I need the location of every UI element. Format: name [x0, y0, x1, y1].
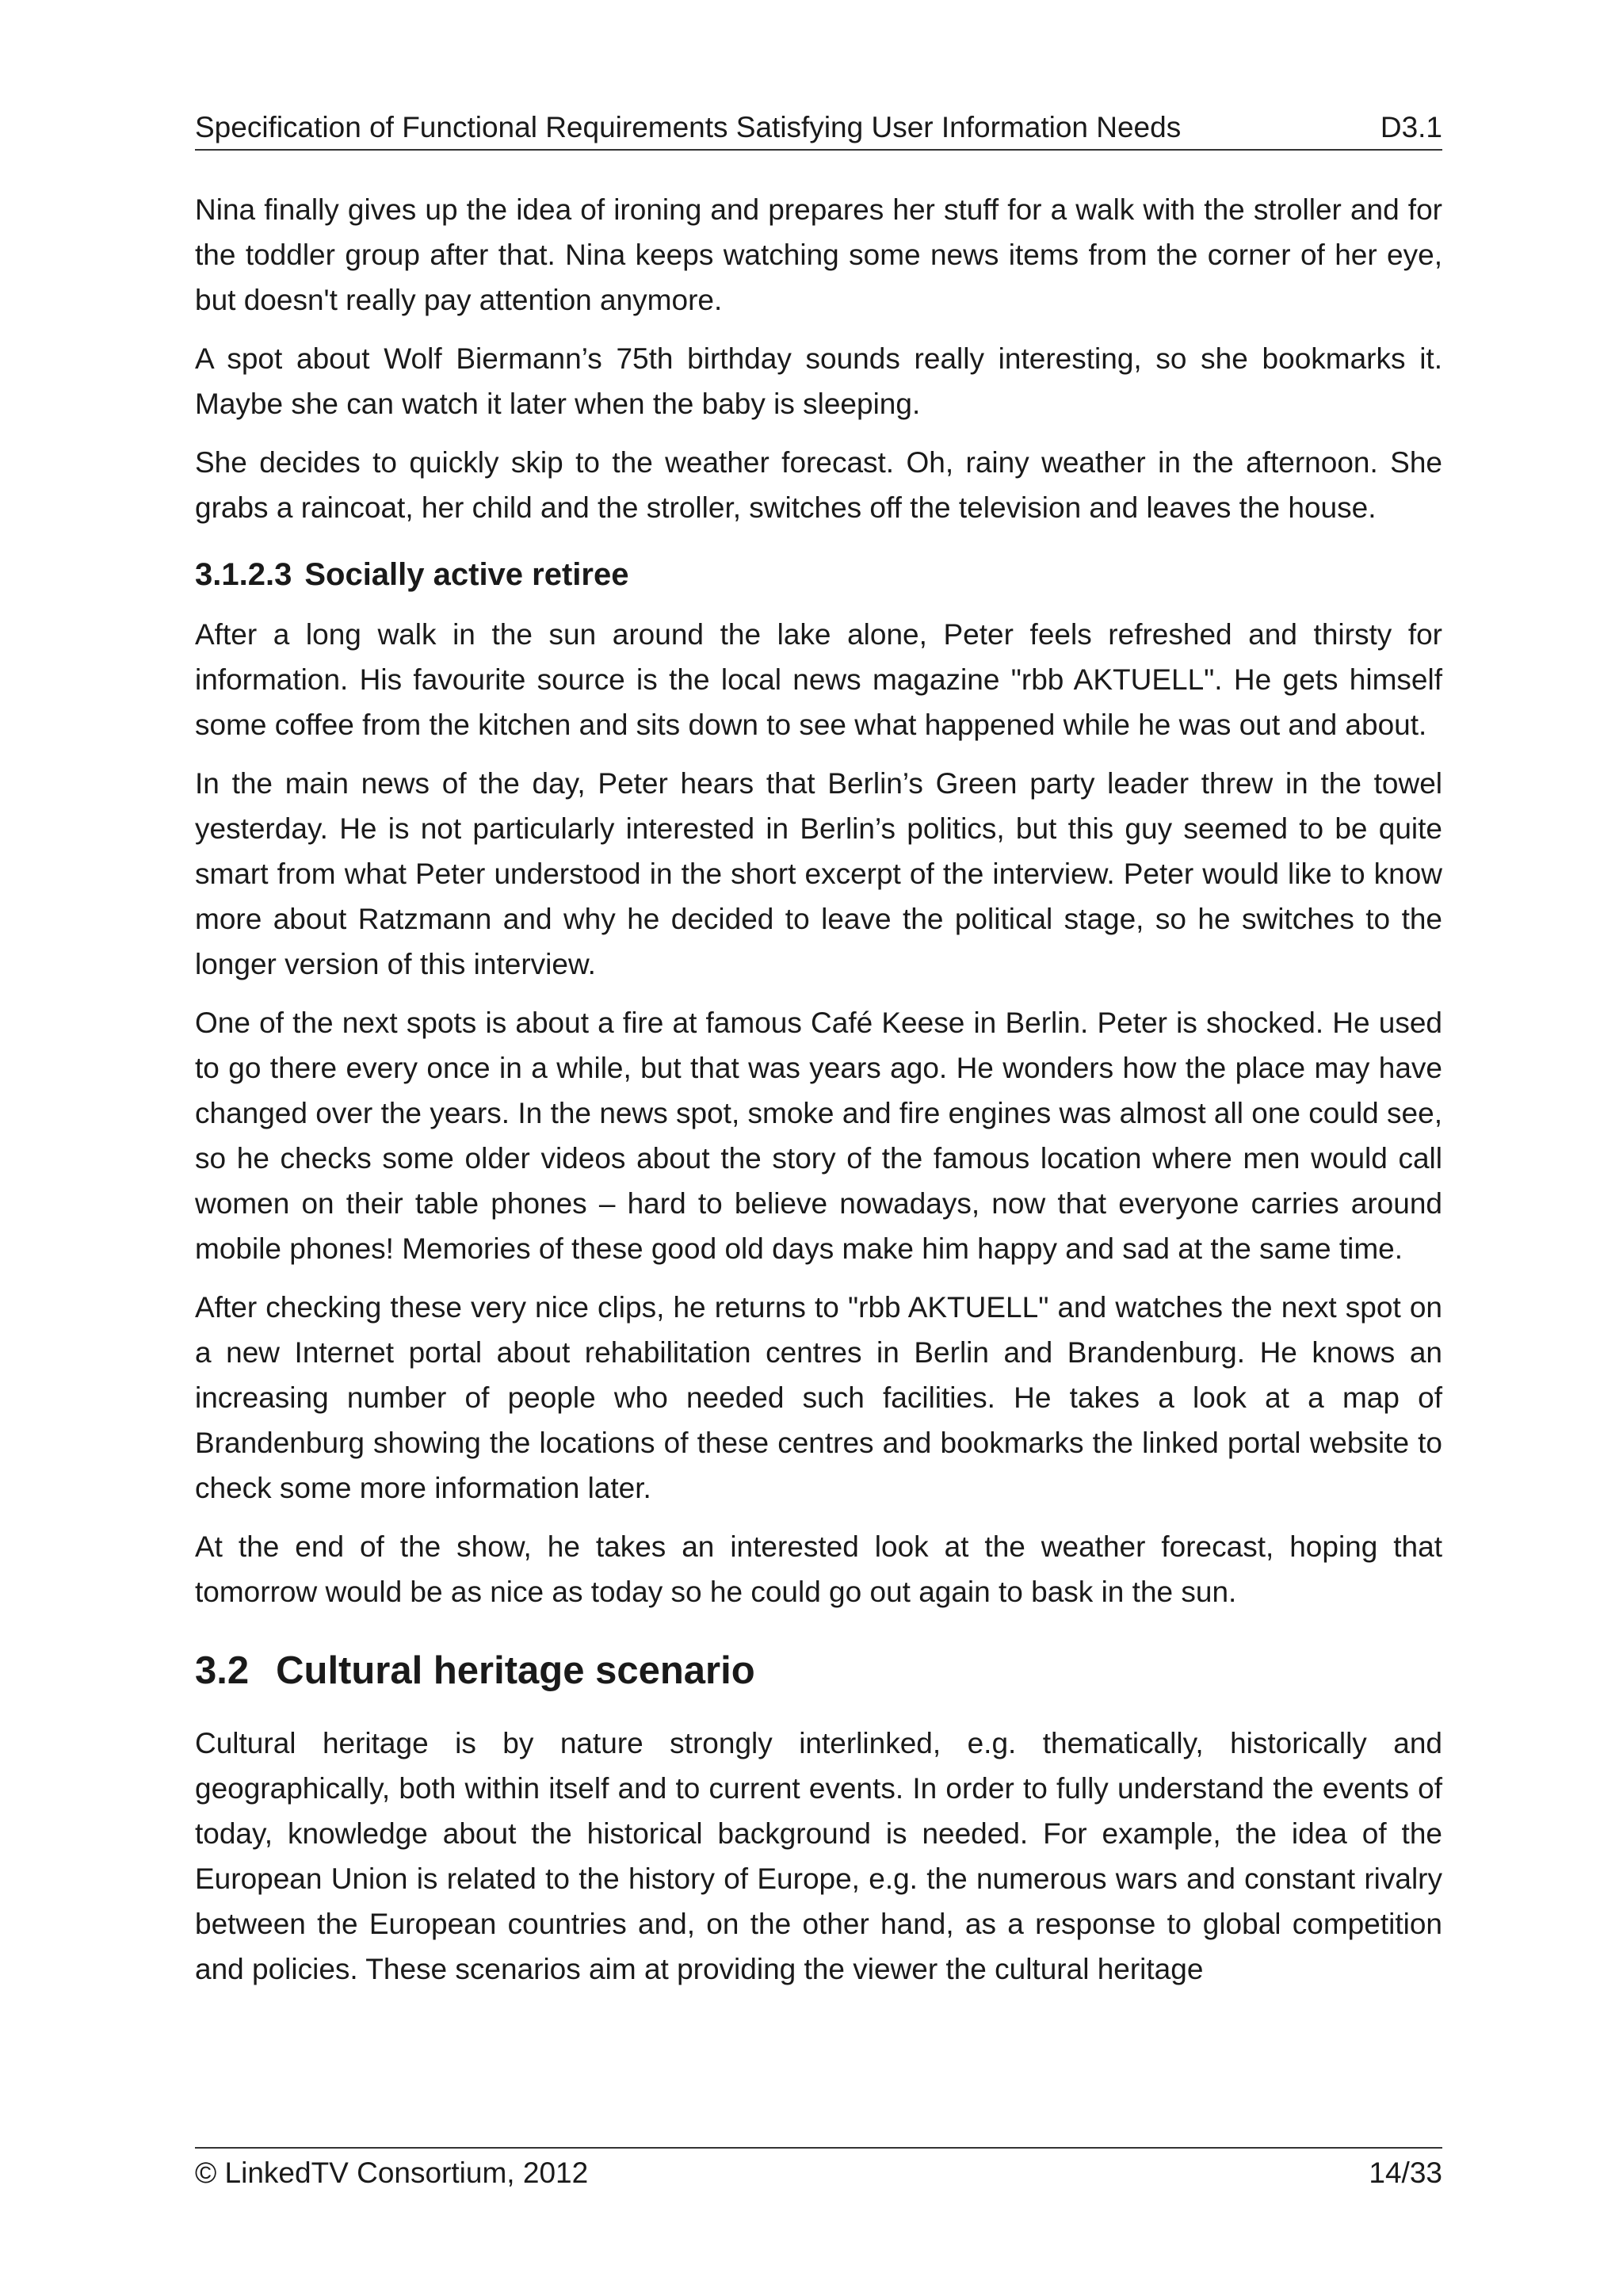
cultural-paragraph: Cultural heritage is by nature strongly interlinked, e.g. thematically, historically and geographically, both within itself and to current events. In order to fully understand the events of today, knowledge about the historical background is needed. For example, the idea of the European Union is related to the history of Europe, e.g. the numerous wars and constant rivalry between the European countries and, on the other hand, as a response to global competition and policies. These scenarios aim at providing the viewer the cultural heritage [195, 1727, 1442, 1985]
page-header [195, 109, 1442, 151]
intro-paragraph: Nina finally gives up the idea of ironing and prepares her stuff for a walk with the stroller and for the toddler group after that. Nina keeps watching some news items from the corner of her eye, but doesn't really pay attention anymore. [195, 193, 1442, 316]
retiree-paragraph: One of the next spots is about a fire at famous Café Keese in Berlin. Peter is shocked. He used to go there every once in a while, but that was years ago. He wonders how the place may have changed over the years. In the news spot, smoke and fire engines was almost all one could see, so he checks some older videos about the story of the famous location where men would call women on their table phones – hard to believe nowadays, now that everyone carries around mobile phones! Memories of these good old days make him happy and sad at the same time. [195, 1007, 1442, 1265]
section-title: Cultural heritage scenario [276, 1649, 755, 1692]
header-title: Specification of Functional Requirements Satisfying User Information Needs [195, 111, 1182, 143]
section-number: 3.1.2.3 [195, 557, 292, 592]
header-doc-id: D3.1 [1380, 111, 1442, 143]
section-title: Socially active retiree [304, 557, 629, 592]
section-number: 3.2 [195, 1649, 250, 1692]
intro-paragraph: A spot about Wolf Biermann’s 75th birthday sounds really interesting, so she bookmarks it. Maybe she can watch it later when the baby is sleeping. [195, 342, 1442, 420]
document-page [195, 0, 1442, 2296]
retiree-paragraph: In the main news of the day, Peter hears that Berlin’s Green party leader threw in the towel yesterday. He is not particularly interested in Berlin’s politics, but this guy seemed to be quite smart from what Peter understood in the short excerpt of the interview. Peter would like to know more about Ratzmann and why he decided to leave the political stage, so he switches to the longer version of this interview. [195, 767, 1442, 980]
retiree-paragraph: After checking these very nice clips, he returns to "rbb AKTUELL" and watches the next spot on a new Internet portal about rehabilitation centres in Berlin and Brandenburg. He knows an increasing number of people who needed such facilities. He takes a look at a map of Brandenburg showing the locations of these centres and bookmarks the linked portal website to check some more information later. [195, 1291, 1442, 1504]
retiree-paragraph: At the end of the show, he takes an interested look at the weather forecast, hoping that tomorrow would be as nice as today so he could go out again to bask in the sun. [195, 1530, 1442, 1608]
footer-copyright: © LinkedTV Consortium, 2012 [195, 2157, 589, 2189]
page-content [195, 187, 1442, 2005]
page-footer [195, 2147, 1442, 2191]
section-heading-retiree [195, 552, 1442, 598]
retiree-paragraph: After a long walk in the sun around the lake alone, Peter feels refreshed and thirsty for information. His favourite source is the local news magazine "rbb AKTUELL". He gets himself some coffee from the kitchen and sits down to see what happened while he was out and about. [195, 618, 1442, 741]
footer-page-number: 14/33 [1369, 2157, 1442, 2189]
section-heading-cultural [195, 1646, 1442, 1695]
intro-paragraph: She decides to quickly skip to the weather forecast. Oh, rainy weather in the afternoon. She grabs a raincoat, her child and the stroller, switches off the television and leaves the house. [195, 446, 1442, 524]
